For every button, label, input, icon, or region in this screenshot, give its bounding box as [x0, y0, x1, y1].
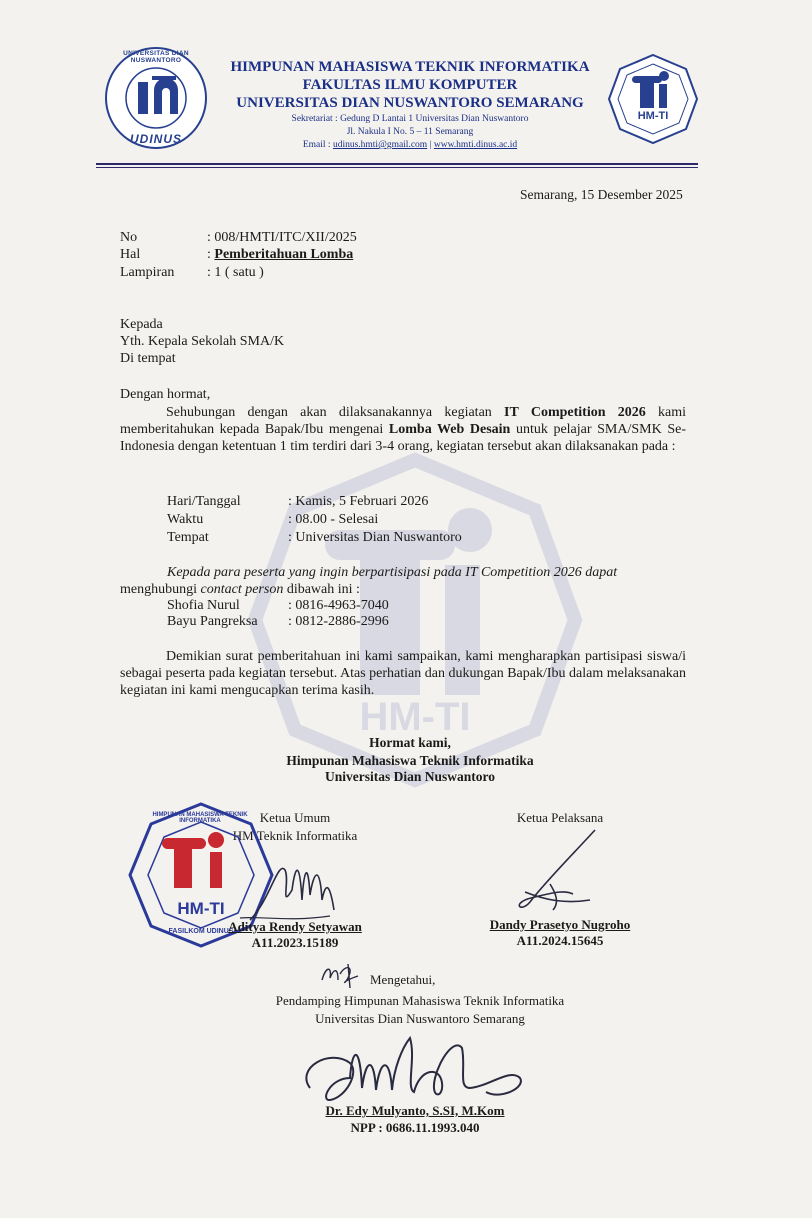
left-sign-id: A11.2023.15189 — [251, 935, 339, 950]
paragraph-2-line1: Kepada para peserta yang ingin berpartisipasi pada IT Competition 2026 dapat — [167, 565, 618, 580]
closing-line3: Universitas Dian Nuswantoro — [324, 769, 495, 784]
stamp-ring-bottom: FASILKOM UDINUS — [168, 928, 234, 935]
header-rule-thick — [96, 163, 698, 165]
right-signature — [495, 822, 615, 922]
website-link[interactable]: www.hmti.dinus.ac.id — [433, 140, 518, 150]
hmti-logo — [606, 52, 700, 146]
advisor-name: Dr. Edy Mulyanto, S.SI, M.Kom — [325, 1103, 505, 1118]
acknowledge-line2: Pendamping Himpunan Mahasiswa Teknik Informatika — [275, 993, 565, 1008]
greeting: Dengan hormat, — [120, 387, 211, 402]
recipient-line3: Di tempat — [120, 351, 176, 366]
p1-text-e: untuk pelajar SMA/SMK Se-Indonesia dengan ketentuan 1 tim terdiri dari 3-4 orang, kegiatan tersebut akan dilaksanakan pada : — [120, 422, 686, 454]
left-sign-title2: HM Teknik Informatika — [232, 828, 358, 843]
lampiran-value: : 1 ( satu ) — [207, 265, 264, 280]
closing-line2: Himpunan Mahasiswa Teknik Informatika — [286, 753, 534, 768]
header-address: Jl. Nakula I No. 5 – 11 Semarang — [346, 127, 474, 137]
detail-value-place: : Universitas Dian Nuswantoro — [288, 530, 462, 545]
left-sign-name: Aditya Rendy Setyawan — [228, 919, 362, 934]
detail-value-day: : Kamis, 5 Februari 2026 — [288, 494, 429, 509]
date-line: Semarang, 15 Desember 2025 — [520, 187, 683, 202]
email-link[interactable]: udinus.hmti@gmail.com — [332, 140, 428, 150]
detail-label-day: Hari/Tanggal — [167, 494, 241, 509]
detail-label-time: Waktu — [167, 512, 204, 527]
contact-name-1: Shofia Nurul — [167, 598, 240, 613]
p2-text-a: menghubungi — [120, 582, 201, 597]
right-sign-id: A11.2024.15645 — [516, 933, 604, 948]
hal-colon: : — [207, 247, 211, 262]
recipient-line2: Yth. Kepala Sekolah SMA/K — [120, 334, 285, 349]
header-secretariat: Sekretariat : Gedung D Lantai 1 Universitas Dian Nuswantoro — [291, 114, 529, 124]
closing-line1: Hormat kami, — [369, 735, 451, 750]
contact-person-term: contact person — [200, 582, 284, 597]
acknowledge-line3: Universitas Dian Nuswantoro Semarang — [315, 1011, 525, 1026]
header-org-line3: UNIVERSITAS DIAN NUSWANTORO SEMARANG — [236, 95, 584, 111]
paragraph-3: Demikian surat pemberitahuan ini kami sampaikan, kami mengharapkan partisipasi siswa/i sebagai peserta pada kegiatan tersebut. Atas perhatian dan dukungan Bapak/Ibu dalam melaksanakan kegiatan ini kami mengucapkan terima kasih. — [120, 649, 687, 698]
acknowledge-line1: Mengetahui, — [370, 972, 436, 987]
p1-text-a: Sehubungan dengan akan dilaksanakannya kegiatan — [166, 405, 505, 420]
p1-text-c: kami memberitahukan kepada Bapak/Ibu mengenai — [120, 405, 686, 437]
header-rule-thin — [96, 167, 698, 168]
stamp-text: HM-TI — [177, 899, 225, 918]
p2-text-c: dibawah ini : — [283, 582, 360, 597]
contact-phone-1: : 0816-4963-7040 — [288, 598, 389, 613]
left-signature — [230, 840, 340, 930]
udinus-logo-ring-top: UNIVERSITAS DIAN NUSWANTORO — [123, 50, 189, 64]
hal-label: Hal — [120, 247, 141, 262]
recipient-line1: Kepada — [120, 317, 163, 332]
advisor-npp: NPP : 0686.11.1993.040 — [350, 1120, 480, 1135]
no-label: No — [120, 230, 138, 245]
paragraph-1 — [120, 404, 686, 455]
contact-name-2: Bayu Pangreksa — [167, 614, 258, 629]
udinus-logo-ring-bottom: UDINUS — [129, 132, 182, 146]
lampiran-label: Lampiran — [120, 265, 175, 280]
header-contact — [200, 140, 620, 150]
svg-text:HM-TI: HM-TI — [359, 695, 471, 739]
hal-value: Pemberitahuan Lomba — [214, 247, 354, 262]
email-label: Email : — [302, 140, 331, 150]
left-sign-title1: Ketua Umum — [259, 810, 331, 825]
stamp-ring-top: HIMPUNAN MAHASISWA TEKNIK INFORMATIKA — [152, 812, 248, 824]
right-sign-name: Dandy Prasetyo Nugroho — [489, 917, 631, 932]
detail-label-place: Tempat — [167, 530, 209, 545]
hal-value-wrap — [207, 246, 353, 263]
hmti-logo-text: HM-TI — [637, 110, 669, 122]
email-separator: | — [429, 140, 432, 150]
right-sign-title: Ketua Pelaksana — [516, 810, 604, 825]
competition-name: Lomba Web Desain — [388, 422, 511, 437]
header-org-line1: HIMPUNAN MAHASISWA TEKNIK INFORMATIKA — [230, 59, 590, 75]
paraf-mark — [318, 960, 362, 990]
no-value: : 008/HMTI/ITC/XII/2025 — [207, 230, 357, 245]
detail-value-time: : 08.00 - Selesai — [288, 512, 379, 527]
header-org-line2: FAKULTAS ILMU KOMPUTER — [302, 77, 518, 93]
contact-phone-2: : 0812-2886-2996 — [288, 614, 389, 629]
event-name: IT Competition 2026 — [504, 405, 646, 420]
paragraph-2-line2 — [120, 581, 360, 598]
